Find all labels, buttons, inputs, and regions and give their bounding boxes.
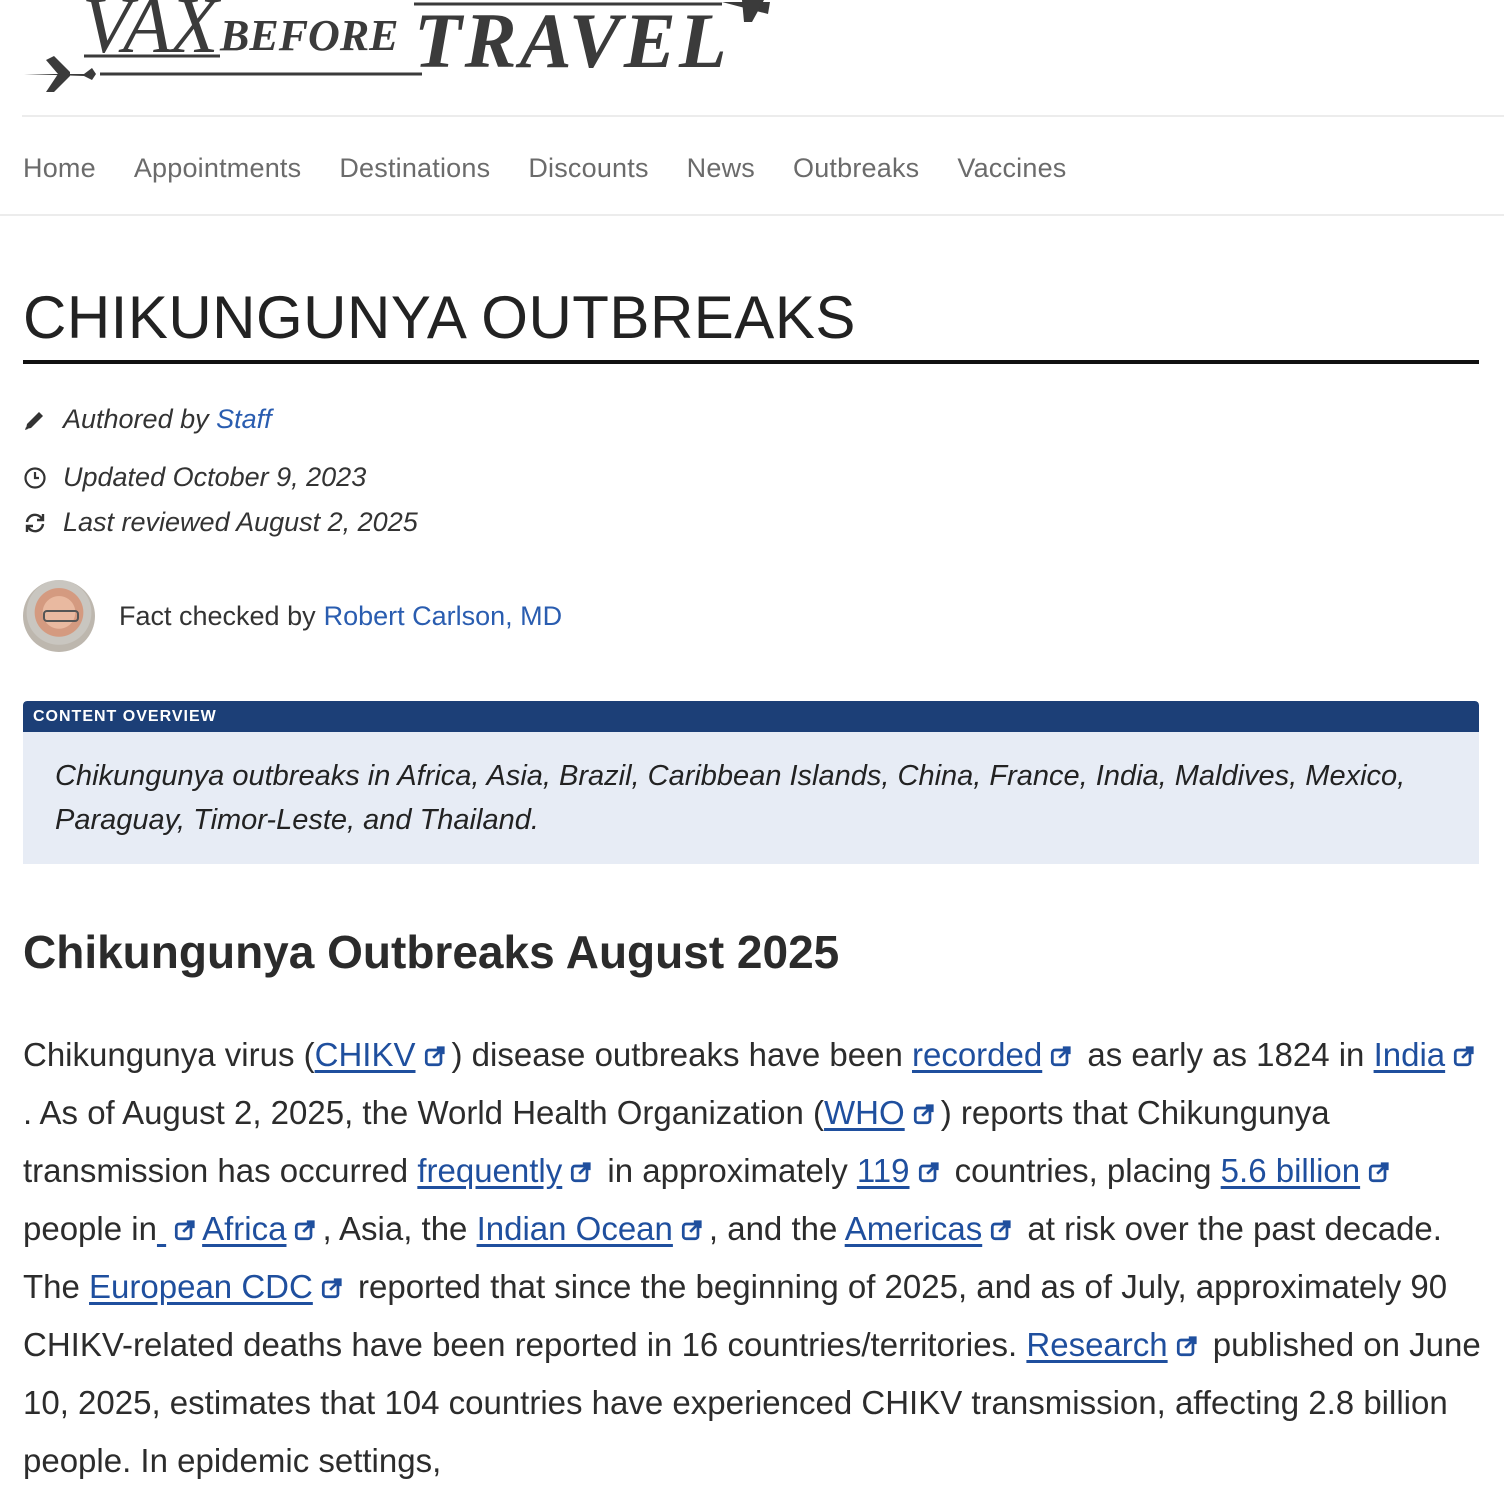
external-link-icon [1453,1045,1475,1067]
header-divider [22,115,1504,117]
link-empty[interactable] [157,1210,166,1247]
link-americas[interactable]: Americas [844,1210,983,1247]
link-india[interactable]: India [1373,1036,1446,1073]
site-logo[interactable] [22,0,782,100]
external-link-icon [1176,1335,1198,1357]
section-heading: Chikungunya Outbreaks August 2025 [23,926,840,978]
external-link-icon [681,1219,703,1241]
nav-discounts[interactable]: Discounts [528,153,649,183]
link-119[interactable]: 119 [856,1152,910,1189]
link-chikv[interactable]: CHIKV [314,1036,416,1073]
refresh-icon [23,511,47,535]
reviewed-line [23,507,418,538]
fact-check-line [23,580,562,652]
nav-appointments[interactable]: Appointments [133,153,302,183]
updated-line [23,462,366,493]
pencil-icon [23,408,47,432]
link-5-6-billion[interactable]: 5.6 billion [1220,1152,1361,1189]
external-link-icon [321,1277,343,1299]
link-recorded[interactable]: recorded [911,1036,1043,1073]
overview-text: Chikungunya outbreaks in Africa, Asia, Brazil, Caribbean Islands, China, France, India, Maldives, Mexico, Paraguay, Timor-Leste, and Thailand. [55,760,1406,836]
link-frequently[interactable]: frequently [417,1152,563,1189]
external-link-icon [990,1219,1012,1241]
overview-heading: CONTENT OVERVIEW [23,701,1479,732]
updated-date: Updated October 9, 2023 [63,462,367,492]
link-research[interactable]: Research [1026,1326,1168,1363]
fact-prefix: Fact checked by [119,600,316,631]
reviewed-date: Last reviewed August 2, 2025 [63,507,418,537]
author-line [23,404,272,435]
fact-checker-link[interactable]: Robert Carlson, MD [323,600,563,631]
content-overview [23,701,1479,864]
external-link-icon [918,1161,940,1183]
external-link-icon [294,1219,316,1241]
nav-destinations[interactable]: Destinations [339,153,491,183]
title-underline [23,360,1479,364]
page-title: CHIKUNGUNYA OUTBREAKS [23,284,856,351]
external-link-icon [424,1045,446,1067]
link-who[interactable]: WHO [824,1094,905,1131]
nav-home[interactable]: Home [23,153,96,183]
authored-prefix: Authored by [63,404,209,434]
main-nav [23,148,1105,188]
body-paragraph: Chikungunya virus (CHIKV ) disease outbreaks have been recorded as early as 1824 in India. As of August 2, 2025, the World Health Organization (WHO ) reports that Chikungunya transmission has occurred frequently in approximately 119 countries, placing 5.6 billion people in Africa , Asia, the Indian Ocean , and the Americas at risk over the past decade. The European CDC reported that since the beginning of 2025, and as of July, approximately 90 CHIKV-related deaths have been reported in 16 countries/territories. Research published on June 10, 2025, estimates that 104 countries have experienced CHIKV transmission, affecting 2.8 billion people. In epidemic settings, [23,1036,1481,1479]
link-european-cdc[interactable]: European CDC [89,1268,313,1305]
external-link-icon [174,1219,196,1241]
clock-icon [23,466,47,490]
logo-before-text: BEFORE [220,11,399,60]
author-link[interactable]: Staff [216,404,272,434]
external-link-icon [570,1161,592,1183]
external-link-icon [1368,1161,1390,1183]
link-africa[interactable]: Africa [202,1210,287,1247]
external-link-icon [913,1103,935,1125]
nav-outbreaks[interactable]: Outbreaks [793,153,920,183]
avatar [23,580,95,652]
logo-travel-text: TRAVEL [414,0,730,84]
external-link-icon [1050,1045,1072,1067]
nav-divider [0,214,1504,216]
nav-news[interactable]: News [686,153,755,183]
logo-vax-text: VAX [82,0,217,70]
link-indian-ocean[interactable]: Indian Ocean [476,1210,673,1247]
nav-vaccines[interactable]: Vaccines [957,153,1067,183]
